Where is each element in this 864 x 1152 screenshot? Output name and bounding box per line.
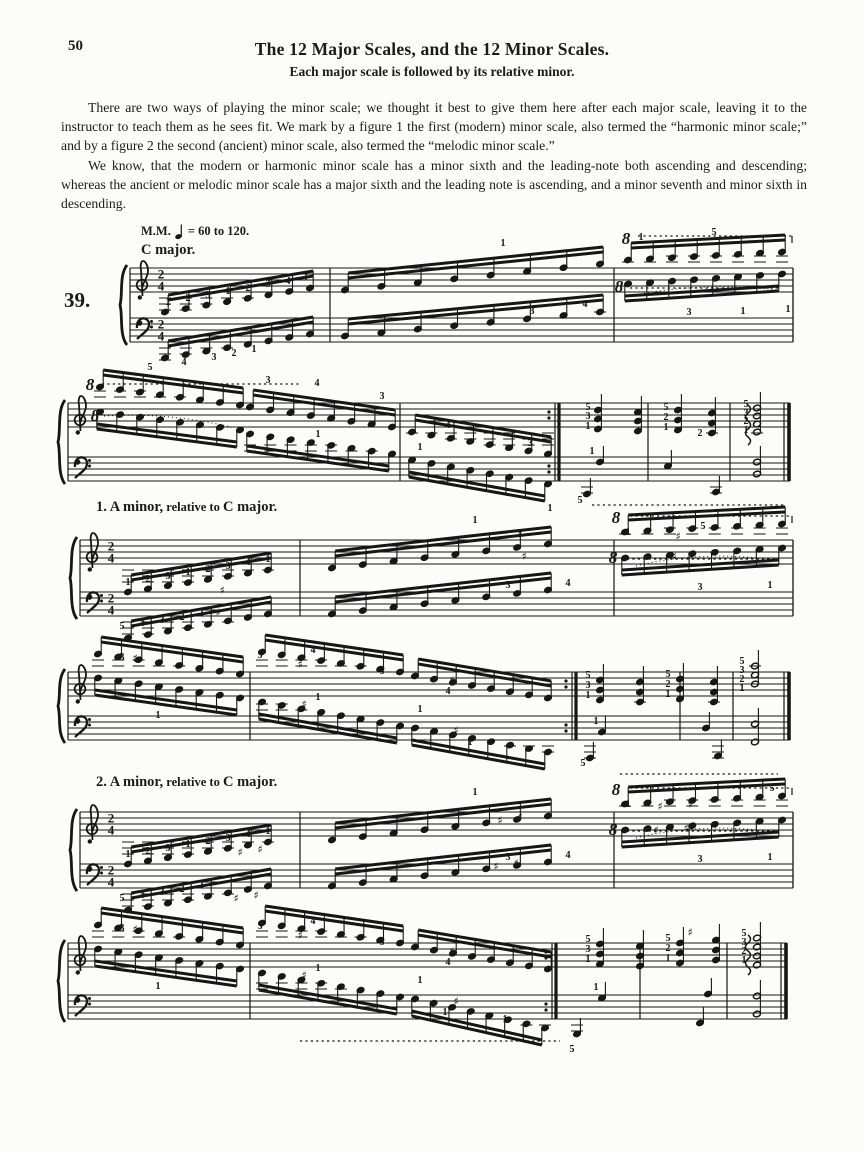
tempo-suffix: = 60 to 120. [187, 224, 250, 238]
svg-text:2: 2 [665, 943, 671, 954]
svg-text:3: 3 [585, 411, 591, 422]
svg-text:5: 5 [119, 893, 125, 904]
svg-text:3: 3 [211, 352, 217, 363]
section-2-label: 2. A minor, [96, 774, 164, 790]
svg-text:8: 8 [608, 820, 618, 839]
svg-text:8: 8 [90, 406, 100, 425]
svg-text:5: 5 [739, 656, 745, 667]
svg-text:3: 3 [379, 666, 385, 677]
section-1-key: C major. [222, 499, 278, 515]
music-system-2 [58, 370, 790, 506]
svg-text:♯: ♯ [301, 698, 307, 711]
svg-text:3: 3 [225, 561, 231, 572]
svg-text:♯: ♯ [687, 798, 693, 811]
svg-text:3: 3 [205, 290, 211, 301]
svg-text:4: 4 [565, 578, 571, 589]
svg-text:5: 5 [580, 758, 586, 769]
section-1-mid: relative to [163, 500, 223, 514]
svg-text:5: 5 [585, 670, 591, 681]
music-system-6 [58, 906, 787, 1055]
svg-text:4: 4 [245, 557, 251, 568]
page-title: The 12 Major Scales, and the 12 Minor Scales. [254, 39, 610, 59]
svg-text:2: 2 [741, 946, 747, 957]
svg-text:5: 5 [663, 402, 669, 413]
svg-text:1: 1 [125, 849, 131, 860]
svg-text:3: 3 [159, 615, 165, 626]
svg-text:1: 1 [199, 880, 205, 891]
svg-text:♯: ♯ [257, 843, 263, 856]
svg-text:3: 3 [585, 680, 591, 691]
svg-text:3: 3 [505, 580, 511, 591]
svg-text:5: 5 [577, 495, 583, 506]
svg-text:1: 1 [165, 297, 171, 308]
svg-text:2: 2 [107, 538, 115, 554]
svg-text:1: 1 [785, 304, 791, 315]
svg-text:♯: ♯ [671, 550, 677, 563]
page-number: 50 [68, 38, 83, 54]
svg-text:1: 1 [199, 608, 205, 619]
svg-text:1: 1 [185, 567, 191, 578]
svg-text:3: 3 [505, 852, 511, 863]
svg-text:1: 1 [251, 344, 257, 355]
svg-text:♯: ♯ [675, 530, 681, 543]
svg-text:1: 1 [502, 1014, 508, 1025]
svg-text:8: 8 [608, 548, 618, 567]
svg-text:3: 3 [159, 887, 165, 898]
svg-text:5: 5 [147, 362, 153, 373]
svg-text:1: 1 [417, 704, 423, 715]
svg-text:1: 1 [472, 515, 478, 526]
exercise-number: 39. [64, 288, 91, 312]
page-subtitle: Each major scale is followed by its relative minor. [289, 64, 575, 79]
svg-text:5: 5 [569, 1044, 575, 1055]
svg-text:3: 3 [527, 438, 533, 449]
svg-text:3: 3 [585, 944, 591, 955]
svg-text:♯: ♯ [297, 929, 303, 942]
svg-text:8: 8 [611, 780, 621, 799]
svg-text:♯: ♯ [453, 724, 459, 737]
svg-text:3: 3 [741, 937, 747, 948]
svg-text:4: 4 [314, 378, 320, 389]
svg-text:2: 2 [107, 590, 115, 606]
svg-text:3: 3 [379, 391, 385, 402]
svg-text:5: 5 [769, 783, 775, 794]
svg-text:5: 5 [665, 669, 671, 680]
svg-text:1: 1 [442, 1007, 448, 1018]
svg-text:♯: ♯ [237, 846, 243, 859]
svg-text:1: 1 [315, 963, 321, 974]
svg-text:4: 4 [445, 686, 451, 697]
svg-text:♯: ♯ [493, 860, 499, 873]
svg-text:5: 5 [743, 399, 749, 410]
svg-text:2: 2 [185, 293, 191, 304]
svg-text:1: 1 [585, 690, 591, 701]
svg-text:1: 1 [585, 421, 591, 432]
svg-text:♯: ♯ [513, 857, 519, 870]
key-label-c-major: C major. [141, 242, 196, 258]
svg-text:♯: ♯ [687, 926, 693, 939]
svg-text:2: 2 [107, 810, 115, 826]
svg-text:♯: ♯ [449, 945, 455, 958]
music-system-5 [70, 779, 793, 914]
svg-text:1: 1 [315, 692, 321, 703]
svg-text:5: 5 [700, 521, 706, 532]
svg-text:♯: ♯ [521, 550, 527, 563]
svg-text:2: 2 [697, 428, 703, 439]
svg-text:4: 4 [310, 645, 316, 656]
svg-text:1: 1 [467, 737, 473, 748]
svg-text:4: 4 [565, 850, 571, 861]
svg-text:1: 1 [500, 238, 506, 249]
svg-text:3: 3 [265, 279, 271, 290]
svg-text:1: 1 [593, 982, 599, 993]
svg-text:1: 1 [743, 425, 749, 436]
svg-text:1: 1 [303, 272, 309, 283]
svg-text:2: 2 [145, 574, 151, 585]
svg-text:2: 2 [179, 612, 185, 623]
svg-text:1: 1 [155, 710, 161, 721]
svg-text:♯: ♯ [517, 811, 523, 824]
intro-paragraph-2: We know, that the modern or harmonic minor scale has a minor sixth and the leading-note both ascending and descending; whereas the ancient or melodic minor scale has a major sixth and the leading note is ascending, and a minor seventh and minor sixth in descending. [61, 157, 807, 212]
svg-text:1: 1 [740, 306, 746, 317]
svg-text:5: 5 [711, 227, 717, 238]
svg-text:8: 8 [621, 229, 631, 248]
svg-text:4: 4 [310, 916, 316, 927]
svg-text:3: 3 [379, 937, 385, 948]
svg-text:3: 3 [743, 408, 749, 419]
svg-text:4: 4 [157, 328, 165, 344]
svg-text:3: 3 [257, 921, 263, 932]
svg-text:3: 3 [686, 307, 692, 318]
svg-text:2: 2 [107, 862, 115, 878]
svg-text:1: 1 [585, 954, 591, 965]
svg-text:♯: ♯ [215, 606, 221, 619]
svg-text:1: 1 [265, 826, 271, 837]
svg-text:3: 3 [739, 665, 745, 676]
svg-text:♯: ♯ [233, 892, 239, 905]
svg-text:1: 1 [589, 446, 595, 457]
section-2-mid: relative to [163, 775, 223, 789]
svg-text:2: 2 [145, 846, 151, 857]
section-2-key: C major. [222, 774, 278, 790]
svg-text:3: 3 [225, 833, 231, 844]
svg-text:3: 3 [119, 923, 125, 934]
svg-text:4: 4 [181, 357, 187, 368]
svg-text:2: 2 [231, 348, 237, 359]
svg-text:2: 2 [179, 884, 185, 895]
svg-text:4: 4 [139, 890, 145, 901]
svg-text:♯: ♯ [657, 800, 663, 813]
svg-text:5: 5 [119, 621, 125, 632]
svg-text:4: 4 [445, 957, 451, 968]
svg-text:♯: ♯ [453, 995, 459, 1008]
svg-text:3: 3 [165, 571, 171, 582]
svg-text:4: 4 [445, 420, 451, 431]
svg-text:4: 4 [107, 874, 115, 890]
svg-text:1: 1 [547, 503, 553, 514]
svg-text:♯: ♯ [253, 889, 259, 902]
svg-text:3: 3 [119, 652, 125, 663]
svg-text:1: 1 [417, 975, 423, 986]
svg-text:♯: ♯ [449, 674, 455, 687]
svg-text:2: 2 [743, 416, 749, 427]
svg-text:2: 2 [665, 679, 671, 690]
svg-text:1: 1 [315, 429, 321, 440]
svg-text:8: 8 [614, 277, 624, 296]
svg-text:1: 1 [625, 799, 631, 810]
tempo-prefix: M.M. [141, 224, 171, 238]
svg-text:2: 2 [205, 836, 211, 847]
svg-text:4: 4 [157, 278, 165, 294]
svg-text:4: 4 [107, 602, 115, 618]
svg-text:3: 3 [697, 582, 703, 593]
svg-text:5: 5 [665, 933, 671, 944]
svg-text:1: 1 [638, 232, 644, 243]
svg-text:8: 8 [611, 508, 621, 527]
svg-text:3: 3 [529, 306, 535, 317]
svg-text:1: 1 [225, 286, 231, 297]
svg-text:♯: ♯ [653, 824, 659, 837]
svg-text:2: 2 [663, 412, 669, 423]
svg-text:5: 5 [741, 928, 747, 939]
svg-text:1: 1 [417, 442, 423, 453]
svg-text:4: 4 [285, 276, 291, 287]
svg-text:1: 1 [472, 787, 478, 798]
music-system-4 [58, 635, 790, 774]
svg-text:3: 3 [257, 650, 263, 661]
svg-text:3: 3 [697, 854, 703, 865]
svg-text:♯: ♯ [219, 584, 225, 597]
svg-text:5: 5 [585, 402, 591, 413]
svg-text:1: 1 [767, 852, 773, 863]
svg-text:4: 4 [139, 618, 145, 629]
svg-text:1: 1 [665, 689, 671, 700]
svg-text:♯: ♯ [297, 658, 303, 671]
svg-text:3: 3 [165, 843, 171, 854]
svg-text:1: 1 [663, 422, 669, 433]
svg-text:1: 1 [155, 981, 161, 992]
svg-text:1: 1 [767, 580, 773, 591]
svg-text:2: 2 [205, 564, 211, 575]
svg-text:1: 1 [593, 716, 599, 727]
svg-text:♯: ♯ [497, 814, 503, 827]
svg-text:♯: ♯ [683, 822, 689, 835]
svg-text:1: 1 [125, 577, 131, 588]
svg-text:♯: ♯ [132, 652, 138, 665]
svg-text:4: 4 [245, 829, 251, 840]
svg-text:4: 4 [107, 822, 115, 838]
svg-text:1: 1 [741, 955, 747, 966]
svg-text:1: 1 [665, 953, 671, 964]
intro-paragraph-1: There are two ways of playing the minor scale; we thought it best to give them here after each major scale, leaving it to the instructor to teach them as he sees fit. We mark by a figure 1 the first (modern) minor scale, also termed the “harmonic minor scale;” and by a figure 2 the second (ancient) minor scale, also termed the “melodic minor scale.” [61, 100, 807, 154]
svg-text:♯: ♯ [517, 528, 523, 541]
svg-text:♯: ♯ [132, 923, 138, 936]
svg-text:3: 3 [265, 375, 271, 386]
svg-text:2: 2 [157, 266, 165, 282]
svg-text:♯: ♯ [301, 969, 307, 982]
music-system-1 [120, 227, 793, 373]
svg-text:4: 4 [582, 299, 588, 310]
svg-text:2: 2 [739, 674, 745, 685]
svg-text:1: 1 [265, 554, 271, 565]
section-1-label: 1. A minor, [96, 499, 164, 515]
svg-text:2: 2 [245, 283, 251, 294]
svg-text:4: 4 [107, 550, 115, 566]
svg-text:1: 1 [739, 683, 745, 694]
svg-text:1: 1 [185, 839, 191, 850]
svg-text:5: 5 [585, 934, 591, 945]
svg-text:8: 8 [85, 375, 95, 394]
svg-text:1: 1 [625, 527, 631, 538]
svg-text:2: 2 [157, 316, 165, 332]
music-system-3 [70, 503, 793, 642]
